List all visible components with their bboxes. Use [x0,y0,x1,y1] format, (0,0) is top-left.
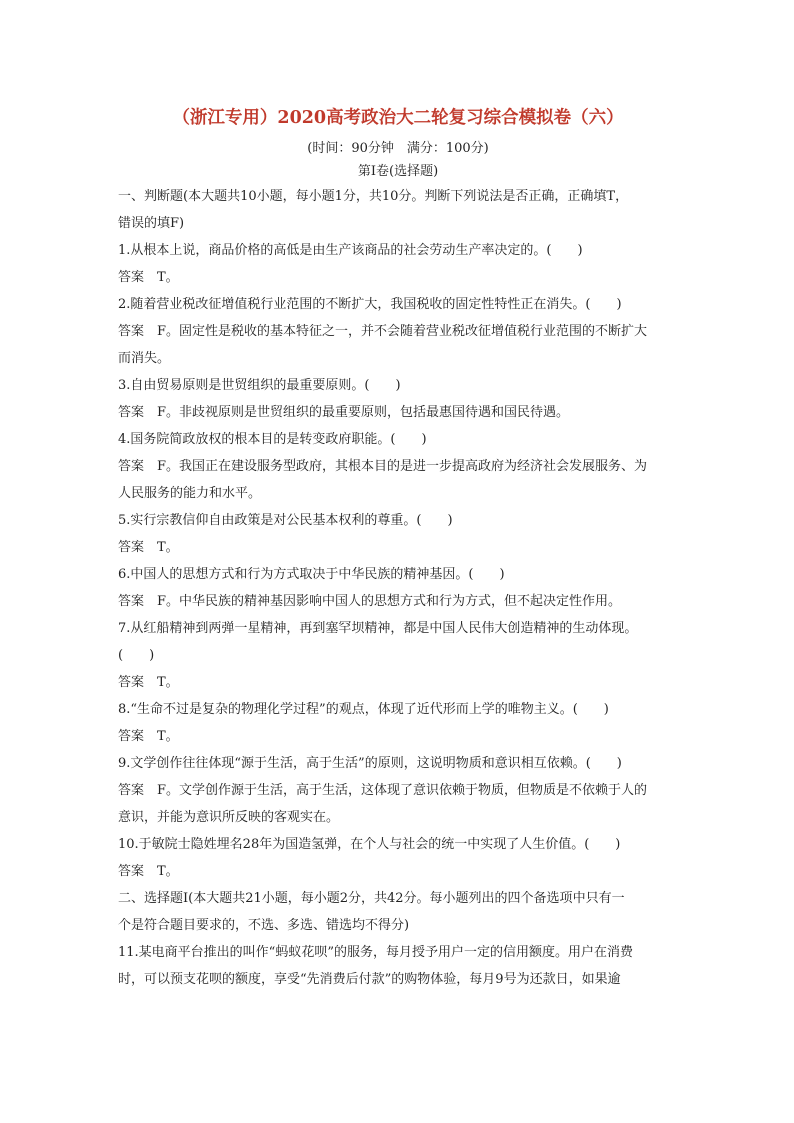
text-line: 9.文学创作往往体现“源于生活，高于生活”的原则，这说明物质和意识相互依赖。( ) [118,756,622,771]
answer-line: 答案 T。 [118,675,179,690]
part-heading: 第Ⅰ卷(选择题) [357,164,439,179]
text-line: 错误的填F) [118,216,185,231]
answer-line: 答案 T。 [118,729,179,744]
text-line: 7.从红船精神到两弹一星精神，再到塞罕坝精神，都是中国人民伟大创造精神的生动体现。 [118,621,638,636]
text-line: 10.于敏院士隐姓埋名28年为国造氢弹，在个人与社会的统一中实现了人生价值。( ) [118,837,621,852]
text-line: 11.某电商平台推出的叫作“蚂蚁花呗”的服务，每月授予用户一定的信用额度。用户在消费 [118,945,633,960]
text-line: 意识，并能为意识所反映的客观实在。 [118,810,340,825]
text-line: 一、判断题(本大题共10小题，每小题1分，共10分。判断下列说法是否正确，正确填T， [118,189,629,204]
text-line: 人民服务的能力和水平。 [118,486,262,501]
text-line: 时，可以预支花呗的额度，享受“先消费后付款”的购物体验，每月9号为还款日，如果逾 [118,972,621,987]
text-line: 8.“生命不过是复杂的物理化学过程”的观点，体现了近代形而上学的唯物主义。( ) [118,702,609,717]
text-line: 6.中国人的思想方式和行为方式取决于中华民族的精神基因。( ) [118,567,505,582]
text-line: 二、选择题Ⅰ(本大题共21小题，每小题2分，共42分。每小题列出的四个备选项中只有一 [118,891,625,906]
answer-line: 答案 F。固定性是税收的基本特征之一，并不会随着营业税改征增值税行业范围的不断扩大 [118,324,648,339]
text-line: 而消失。 [118,351,171,366]
answer-line: 答案 F。文学创作源于生活，高于生活，这体现了意识依赖于物质，但物质是不依赖于人的 [118,783,648,798]
document-page [118,100,678,993]
text-line: 4.国务院简政放权的根本目的是转变政府职能。( ) [118,432,427,447]
doc-title: （浙江专用）2020高考政治大二轮复习综合模拟卷（六） [172,108,624,128]
answer-line: 答案 F。中华民族的精神基因影响中国人的思想方式和行为方式，但不起决定性作用。 [118,594,622,609]
text-line: 1.从根本上说，商品价格的高低是由生产该商品的社会劳动生产率决定的。( ) [118,243,583,258]
answer-line: 答案 F。非歧视原则是世贸组织的最重要原则，包括最惠国待遇和国民待遇。 [118,405,570,420]
text-line: 5.实行宗教信仰自由政策是对公民基本权利的尊重。( ) [118,513,453,528]
doc-body [118,183,678,993]
text-line: 3.自由贸易原则是世贸组织的最重要原则。( ) [118,378,401,393]
answer-line: 答案 T。 [118,270,179,285]
answer-line: 答案 F。我国正在建设服务型政府，其根本目的是进一步提高政府为经济社会发展服务、为 [118,459,648,474]
text-line: 2.随着营业税改征增值税行业范围的不断扩大，我国税收的固定性特性正在消失。( ) [118,297,622,312]
text-line: 个是符合题目要求的，不选、多选、错选均不得分) [118,918,410,933]
answer-line: 答案 T。 [118,540,179,555]
text-line: ( ) [118,648,155,663]
answer-line: 答案 T。 [118,864,179,879]
exam-meta: (时间：90分钟 满分：100分) [307,141,489,156]
